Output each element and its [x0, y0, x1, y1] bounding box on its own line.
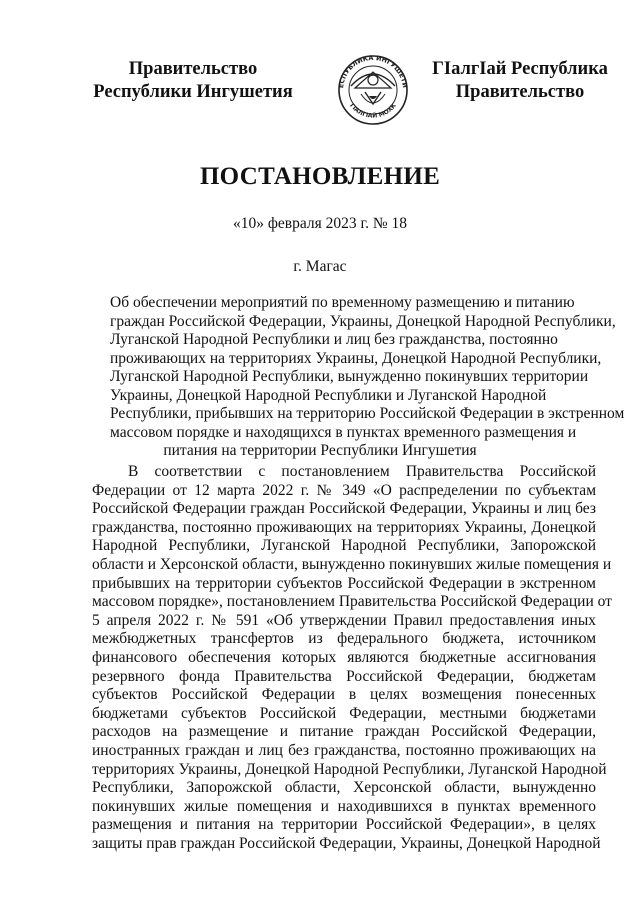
body-line: резервного фонда Правительства Российской Федерации, бюджетам	[92, 667, 596, 685]
emblem-top-text: ЕСПУБЛИКА ИНГУШЕТИ	[337, 53, 409, 89]
government-name-ingush	[420, 58, 620, 104]
document-title: ПОСТАНОВЛЕНИЕ	[199, 163, 441, 190]
government-name-russian	[68, 58, 318, 104]
subject-line: Луганской Народной Республики, вынужденно покинувших территории	[110, 368, 589, 385]
body-line: иностранных граждан и лиц без гражданства, постоянно проживающих на	[92, 741, 596, 759]
body-line: области и Херсонской области, вынужденно покинувших жилые помещения и	[92, 555, 612, 573]
subject-line: Республики, прибывших на территорию Российской Федерации в экстренном	[110, 405, 625, 422]
subject-line: Об обеспечении мероприятий по временному размещению и питанию	[110, 294, 575, 311]
body-line: покинувших жилые помещения и находившихся в пунктах временного	[92, 797, 596, 815]
body-line: Народной Республики, Луганской Народной Республики, Запорожской	[92, 537, 596, 555]
subject-line: проживающих на территориях Украины, Донецкой Народной Республики,	[110, 349, 602, 367]
body-line: Российской Федерации граждан Российской Федерации, Украины и лиц без	[92, 500, 596, 518]
body-line: Федерации от 12 марта 2022 г. № 349 «О распределении по субъектам	[92, 481, 596, 499]
body-line: размещения и питания на территории Российской Федерации», в целях	[92, 816, 596, 834]
subject-line: Луганской Народной Республики и лиц без гражданства, постоянно	[110, 331, 558, 348]
body-line: защиты прав граждан Российской Федерации, Украины, Донецкой Народной	[92, 834, 601, 852]
coat-of-arms-icon	[331, 52, 415, 128]
body-line: финансового обеспечения которых являются бюджетные ассигнования	[92, 648, 596, 666]
document-city: г. Магас	[293, 258, 347, 275]
subject-line: Украины, Донецкой Народной Республики и Луганской Народной	[110, 386, 547, 404]
body-line: 5 апреля 2022 г. № 591 «Об утверждении Правил предоставления иных	[92, 611, 596, 629]
subject-line: питания на территории Республики Ингушетия	[163, 442, 477, 459]
body-line: расходов на размещение и питание граждан Российской Федерации,	[92, 723, 596, 741]
header-right-line-1: ГIалгIай Республика	[432, 59, 608, 79]
header-left-line-1: Правительство	[128, 59, 258, 79]
header-left-line-2: Республики Ингушетия	[93, 82, 293, 102]
subject-line: граждан Российской Федерации, Украины, Донецкой Народной Республики,	[110, 312, 616, 330]
body-line: В соответствии с постановлением Правительства Российской	[128, 463, 596, 480]
body-line: субъектов Российской Федерации в целях возмещения понесенных	[92, 686, 596, 704]
subject-line: массовом порядке и находящихся в пунктах временного размещения и	[110, 423, 577, 441]
document-subject	[110, 294, 625, 461]
header-right-line-2: Правительство	[455, 82, 585, 102]
svg-text:РЕСПУБЛИКА ИНГУШЕТИЯ	[331, 52, 409, 89]
body-line: межбюджетных трансфертов из федерального бюджета, источником	[92, 630, 596, 648]
emblem-bottom-text: ГIАЛГIАЙ МОХК	[348, 102, 398, 120]
body-line: территориях Украины, Донецкой Народной Республики, Луганской Народной	[92, 760, 607, 778]
document-body	[92, 463, 612, 853]
body-line: массовом порядке», постановлением Правительства Российской Федерации от	[92, 593, 612, 611]
body-line: прибывших на территории субъектов Российской Федерации в экстренном	[92, 574, 596, 592]
body-line: Республики, Запорожской области, Херсонской области, вынужденно	[92, 779, 596, 797]
body-line: бюджетами субъектов Российской Федерации, местными бюджетами	[92, 704, 596, 722]
document-date-number: «10» февраля 2023 г. № 18	[232, 215, 408, 232]
body-line: гражданства, постоянно проживающих на территориях Украины, Донецкой	[92, 518, 596, 536]
